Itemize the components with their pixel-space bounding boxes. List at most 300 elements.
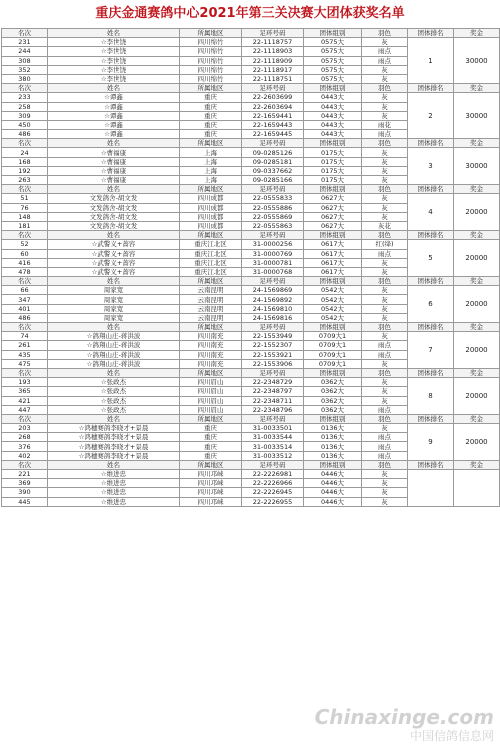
- table-cell: 灰: [362, 424, 408, 433]
- table-row: [2, 332, 500, 341]
- table-cell: 灰: [362, 194, 408, 203]
- column-header: 团体排名: [408, 368, 454, 377]
- table-cell: 365: [2, 387, 48, 396]
- table-cell: 雨点: [362, 47, 408, 56]
- table-cell: 22-1553921: [242, 350, 304, 359]
- table-cell: 258: [2, 102, 48, 111]
- table-cell: 周家宽: [48, 304, 180, 313]
- table-row: [2, 93, 500, 102]
- table-cell: 雨点: [362, 350, 408, 359]
- table-cell: 灰: [362, 74, 408, 83]
- table-cell: 24-1569810: [242, 304, 304, 313]
- table-cell: 31-0033512: [242, 451, 304, 460]
- table-cell: ☆武警义+蔷容: [48, 267, 180, 276]
- prize-cell: 30000: [454, 148, 500, 185]
- table-cell: 203: [2, 424, 48, 433]
- table-row: [2, 194, 500, 203]
- table-cell: 灰: [362, 295, 408, 304]
- table-cell: 四川南充: [180, 332, 242, 341]
- table-cell: ☆鸿穗赛鸽李晓才+景晨: [48, 433, 180, 442]
- column-header: 姓名: [48, 414, 180, 423]
- table-cell: 灰: [362, 258, 408, 267]
- column-header: 团体排名: [408, 231, 454, 240]
- column-header: 姓名: [48, 323, 180, 332]
- table-cell: 文发鸽舍-胡文发: [48, 221, 180, 230]
- table-cell: ☆曹福康: [48, 148, 180, 157]
- table-cell: 22-2603699: [242, 93, 304, 102]
- table-cell: 31-0033501: [242, 424, 304, 433]
- table-cell: 灰: [362, 267, 408, 276]
- table-cell: 灰: [362, 212, 408, 221]
- column-header: 团体排名: [408, 323, 454, 332]
- table-cell: 四川成都: [180, 194, 242, 203]
- table-cell: 四川绵竹: [180, 47, 242, 56]
- table-cell: 22-1552307: [242, 341, 304, 350]
- table-cell: 478: [2, 267, 48, 276]
- prize-cell: 20000: [454, 194, 500, 231]
- table-cell: 401: [2, 304, 48, 313]
- table-cell: 文发鸽舍-胡文发: [48, 203, 180, 212]
- table-cell: 0709大1: [304, 350, 362, 359]
- table-cell: 四川眉山: [180, 405, 242, 414]
- table-cell: ☆维进忠: [48, 479, 180, 488]
- table-cell: 31-0033544: [242, 433, 304, 442]
- table-cell: 灰: [362, 93, 408, 102]
- column-header: 名次: [2, 368, 48, 377]
- table-row: [2, 286, 500, 295]
- table-cell: ☆谭鑫: [48, 111, 180, 120]
- table-cell: 灰: [362, 470, 408, 479]
- column-header: 团体组别: [304, 277, 362, 286]
- team-rank-cell: 6: [408, 286, 454, 323]
- table-cell: 31-0000256: [242, 240, 304, 249]
- column-header: 团体组别: [304, 139, 362, 148]
- table-cell: 51: [2, 194, 48, 203]
- table-cell: 168: [2, 157, 48, 166]
- table-cell: 四川邛崃: [180, 479, 242, 488]
- table-cell: 352: [2, 65, 48, 74]
- table-cell: 263: [2, 176, 48, 185]
- table-cell: 0709大1: [304, 332, 362, 341]
- table-cell: 22-2348729: [242, 378, 304, 387]
- table-cell: 09-0337662: [242, 166, 304, 175]
- table-cell: 灰: [362, 488, 408, 497]
- table-cell: 上海: [180, 157, 242, 166]
- table-cell: 09-0285181: [242, 157, 304, 166]
- table-cell: 重庆: [180, 130, 242, 139]
- table-cell: 0542大: [304, 295, 362, 304]
- column-header: 足环号码: [242, 29, 304, 38]
- table-row: [2, 38, 500, 47]
- table-cell: 52: [2, 240, 48, 249]
- prize-cell: 30000: [454, 38, 500, 84]
- column-header: 羽色: [362, 414, 408, 423]
- prize-cell: 30000: [454, 93, 500, 139]
- table-cell: 雨点: [362, 405, 408, 414]
- table-cell: 雨点: [362, 130, 408, 139]
- table-cell: 云南昆明: [180, 286, 242, 295]
- column-header: 足环号码: [242, 231, 304, 240]
- table-cell: 309: [2, 111, 48, 120]
- table-cell: ☆谭鑫: [48, 102, 180, 111]
- table-cell: 76: [2, 203, 48, 212]
- column-header: 团体组别: [304, 29, 362, 38]
- table-cell: 灰: [362, 359, 408, 368]
- table-cell: 雨点: [362, 249, 408, 258]
- table-cell: 376: [2, 442, 48, 451]
- group-header-row: [2, 323, 500, 332]
- table-cell: 0443大: [304, 120, 362, 129]
- table-cell: 灰花: [362, 221, 408, 230]
- table-cell: ☆张政杰: [48, 387, 180, 396]
- table-cell: 31-0033514: [242, 442, 304, 451]
- table-cell: 雨点: [362, 341, 408, 350]
- table-cell: ☆张政杰: [48, 405, 180, 414]
- table-cell: 云南昆明: [180, 295, 242, 304]
- table-cell: 0575大: [304, 74, 362, 83]
- table-cell: 周家宽: [48, 295, 180, 304]
- table-cell: 灰: [362, 387, 408, 396]
- table-cell: 22-2226945: [242, 488, 304, 497]
- table-cell: 重庆: [180, 451, 242, 460]
- table-cell: 灰: [362, 166, 408, 175]
- column-header: 团体排名: [408, 139, 454, 148]
- table-cell: 0443大: [304, 102, 362, 111]
- table-cell: 31-0000769: [242, 249, 304, 258]
- column-header: 足环号码: [242, 277, 304, 286]
- award-table: [1, 28, 500, 507]
- table-cell: 灰: [362, 479, 408, 488]
- table-cell: 0627大: [304, 221, 362, 230]
- table-cell: 268: [2, 433, 48, 442]
- table-cell: 0617大: [304, 249, 362, 258]
- column-header: 羽色: [362, 231, 408, 240]
- group-header-row: [2, 414, 500, 423]
- table-cell: ☆李世饶: [48, 74, 180, 83]
- table-cell: 四川眉山: [180, 396, 242, 405]
- table-cell: ☆曹福康: [48, 166, 180, 175]
- table-cell: 重庆: [180, 93, 242, 102]
- column-header: 名次: [2, 29, 48, 38]
- table-cell: 22-1659445: [242, 130, 304, 139]
- table-cell: 0542大: [304, 304, 362, 313]
- column-header: 足环号码: [242, 139, 304, 148]
- table-cell: 0362大: [304, 396, 362, 405]
- table-cell: 0542大: [304, 313, 362, 322]
- table-cell: 上海: [180, 166, 242, 175]
- table-cell: ☆李世饶: [48, 47, 180, 56]
- column-header: 足环号码: [242, 460, 304, 469]
- column-header: 名次: [2, 414, 48, 423]
- group-header-row: [2, 29, 500, 38]
- table-cell: 24-1569869: [242, 286, 304, 295]
- table-cell: 四川绵竹: [180, 74, 242, 83]
- table-cell: 文发鸽舍-胡文发: [48, 212, 180, 221]
- table-cell: 0136大: [304, 433, 362, 442]
- table-cell: 雨点: [362, 451, 408, 460]
- group-header-row: [2, 231, 500, 240]
- table-cell: 0617大: [304, 240, 362, 249]
- column-header: 所属地区: [180, 368, 242, 377]
- table-cell: 22-1659441: [242, 111, 304, 120]
- column-header: 足环号码: [242, 323, 304, 332]
- table-cell: 四川眉山: [180, 378, 242, 387]
- table-cell: 0627大: [304, 203, 362, 212]
- table-cell: 周家宽: [48, 313, 180, 322]
- table-cell: 雨花: [362, 120, 408, 129]
- column-header: 团体组别: [304, 231, 362, 240]
- table-cell: 369: [2, 479, 48, 488]
- table-cell: 60: [2, 249, 48, 258]
- table-cell: 灰: [362, 203, 408, 212]
- column-header: 姓名: [48, 277, 180, 286]
- prize-cell: [454, 470, 500, 507]
- table-cell: 233: [2, 93, 48, 102]
- table-cell: 308: [2, 56, 48, 65]
- watermark-subtext: 中国信鸽信息网: [409, 729, 494, 743]
- table-cell: 421: [2, 396, 48, 405]
- column-header: 姓名: [48, 368, 180, 377]
- table-cell: 重庆: [180, 433, 242, 442]
- table-cell: ☆鸽翔山庄-蒋洪波: [48, 332, 180, 341]
- table-row: [2, 470, 500, 479]
- table-cell: 181: [2, 221, 48, 230]
- column-header: 团体排名: [408, 84, 454, 93]
- prize-cell: 20000: [454, 240, 500, 277]
- table-row: [2, 424, 500, 433]
- award-table-body: [2, 29, 500, 507]
- column-header: 奖金: [454, 139, 500, 148]
- table-cell: 0136大: [304, 424, 362, 433]
- column-header: 羽色: [362, 323, 408, 332]
- table-cell: 0362大: [304, 405, 362, 414]
- table-cell: 灰: [362, 176, 408, 185]
- table-cell: 22-1118903: [242, 47, 304, 56]
- column-header: 名次: [2, 84, 48, 93]
- table-cell: ☆武警义+蔷容: [48, 258, 180, 267]
- table-cell: 22-1118909: [242, 56, 304, 65]
- table-cell: ☆谭鑫: [48, 130, 180, 139]
- table-cell: 0362大: [304, 387, 362, 396]
- table-cell: 380: [2, 74, 48, 83]
- team-rank-cell: 2: [408, 93, 454, 139]
- table-cell: 390: [2, 488, 48, 497]
- table-cell: 雨点: [362, 433, 408, 442]
- table-cell: 重庆: [180, 424, 242, 433]
- table-cell: 红(绛): [362, 240, 408, 249]
- group-header-row: [2, 84, 500, 93]
- table-cell: 447: [2, 405, 48, 414]
- table-cell: 云南昆明: [180, 304, 242, 313]
- table-cell: 云南昆明: [180, 313, 242, 322]
- column-header: 团体排名: [408, 29, 454, 38]
- table-cell: 0175大: [304, 148, 362, 157]
- table-cell: 0175大: [304, 166, 362, 175]
- table-cell: 重庆江北区: [180, 240, 242, 249]
- table-cell: 22-2226966: [242, 479, 304, 488]
- table-cell: 0446大: [304, 497, 362, 506]
- table-cell: 416: [2, 258, 48, 267]
- table-cell: 四川南充: [180, 341, 242, 350]
- column-header: 足环号码: [242, 185, 304, 194]
- table-cell: 灰: [362, 286, 408, 295]
- column-header: 羽色: [362, 368, 408, 377]
- column-header: 名次: [2, 460, 48, 469]
- table-cell: 0575大: [304, 56, 362, 65]
- table-cell: 0627大: [304, 194, 362, 203]
- prize-cell: 20000: [454, 424, 500, 461]
- team-rank-cell: 4: [408, 194, 454, 231]
- group-header-row: [2, 368, 500, 377]
- table-cell: 重庆江北区: [180, 267, 242, 276]
- table-cell: 74: [2, 332, 48, 341]
- table-cell: 灰: [362, 378, 408, 387]
- column-header: 团体排名: [408, 460, 454, 469]
- table-cell: 09-0285126: [242, 148, 304, 157]
- table-cell: ☆张政杰: [48, 378, 180, 387]
- table-cell: 09-0285166: [242, 176, 304, 185]
- column-header: 奖金: [454, 84, 500, 93]
- column-header: 名次: [2, 231, 48, 240]
- table-cell: 0362大: [304, 378, 362, 387]
- team-rank-cell: 9: [408, 424, 454, 461]
- table-cell: 66: [2, 286, 48, 295]
- column-header: 团体排名: [408, 185, 454, 194]
- column-header: 团体组别: [304, 368, 362, 377]
- table-cell: ☆鸿穗赛鸽李晓才+景晨: [48, 424, 180, 433]
- team-rank-cell: 5: [408, 240, 454, 277]
- watermark-logo: [315, 705, 494, 744]
- table-cell: 雨点: [362, 442, 408, 451]
- table-cell: 261: [2, 341, 48, 350]
- table-cell: 0617大: [304, 267, 362, 276]
- table-cell: ☆维进忠: [48, 488, 180, 497]
- table-cell: 22-2603694: [242, 102, 304, 111]
- table-cell: 重庆: [180, 120, 242, 129]
- table-cell: 22-1118757: [242, 38, 304, 47]
- table-cell: 周家宽: [48, 286, 180, 295]
- table-cell: 灰: [362, 38, 408, 47]
- column-header: 团体组别: [304, 323, 362, 332]
- table-cell: 0446大: [304, 479, 362, 488]
- table-cell: ☆鸿穗赛鸽李晓才+景晨: [48, 442, 180, 451]
- table-cell: 486: [2, 313, 48, 322]
- table-cell: 24-1569892: [242, 295, 304, 304]
- table-cell: 灰: [362, 332, 408, 341]
- table-cell: 0175大: [304, 157, 362, 166]
- table-cell: 24: [2, 148, 48, 157]
- group-header-row: [2, 185, 500, 194]
- table-cell: 0575大: [304, 65, 362, 74]
- group-header-row: [2, 139, 500, 148]
- table-cell: 0443大: [304, 130, 362, 139]
- table-cell: 22-2226955: [242, 497, 304, 506]
- table-cell: 0443大: [304, 111, 362, 120]
- group-header-row: [2, 277, 500, 286]
- column-header: 羽色: [362, 29, 408, 38]
- table-cell: ☆谭鑫: [48, 93, 180, 102]
- table-cell: 0175大: [304, 176, 362, 185]
- table-cell: 445: [2, 497, 48, 506]
- table-cell: 0575大: [304, 47, 362, 56]
- table-cell: ☆曹福康: [48, 157, 180, 166]
- table-cell: 347: [2, 295, 48, 304]
- column-header: 所属地区: [180, 29, 242, 38]
- table-cell: 灰: [362, 396, 408, 405]
- table-cell: 0617大: [304, 258, 362, 267]
- table-row: [2, 148, 500, 157]
- column-header: 团体组别: [304, 414, 362, 423]
- table-cell: 0542大: [304, 286, 362, 295]
- table-cell: 灰: [362, 313, 408, 322]
- column-header: 奖金: [454, 414, 500, 423]
- column-header: 所属地区: [180, 139, 242, 148]
- table-cell: 四川绵竹: [180, 38, 242, 47]
- table-cell: 0136大: [304, 442, 362, 451]
- table-cell: 重庆: [180, 111, 242, 120]
- column-header: 羽色: [362, 139, 408, 148]
- table-cell: 重庆江北区: [180, 258, 242, 267]
- table-cell: 文发鸽舍-胡文发: [48, 194, 180, 203]
- table-cell: 重庆江北区: [180, 249, 242, 258]
- table-cell: 四川成都: [180, 221, 242, 230]
- table-cell: 22-0555833: [242, 194, 304, 203]
- table-cell: 22-1118917: [242, 65, 304, 74]
- column-header: 团体排名: [408, 414, 454, 423]
- table-cell: 雨点: [362, 56, 408, 65]
- column-header: 所属地区: [180, 277, 242, 286]
- table-cell: 四川邛崃: [180, 497, 242, 506]
- table-cell: 402: [2, 451, 48, 460]
- column-header: 团体排名: [408, 277, 454, 286]
- table-row: [2, 240, 500, 249]
- watermark-text: Chinaxinge.com: [314, 705, 494, 729]
- table-cell: 四川邛崃: [180, 470, 242, 479]
- column-header: 名次: [2, 185, 48, 194]
- column-header: 姓名: [48, 29, 180, 38]
- table-cell: ☆鸽翔山庄-蒋洪波: [48, 341, 180, 350]
- table-cell: 22-1118751: [242, 74, 304, 83]
- column-header: 奖金: [454, 460, 500, 469]
- table-cell: 31-0000781: [242, 258, 304, 267]
- table-cell: 灰: [362, 497, 408, 506]
- table-cell: 22-1553949: [242, 332, 304, 341]
- table-cell: 四川绵竹: [180, 56, 242, 65]
- prize-cell: 20000: [454, 286, 500, 323]
- column-header: 名次: [2, 323, 48, 332]
- team-rank-cell: 7: [408, 332, 454, 369]
- table-cell: 475: [2, 359, 48, 368]
- column-header: 足环号码: [242, 414, 304, 423]
- column-header: 奖金: [454, 185, 500, 194]
- table-cell: 重庆: [180, 442, 242, 451]
- column-header: 姓名: [48, 139, 180, 148]
- column-header: 奖金: [454, 231, 500, 240]
- table-cell: 244: [2, 47, 48, 56]
- table-cell: 四川绵竹: [180, 65, 242, 74]
- table-cell: 486: [2, 130, 48, 139]
- table-cell: 灰: [362, 65, 408, 74]
- table-cell: 0575大: [304, 38, 362, 47]
- table-cell: 22-1553906: [242, 359, 304, 368]
- table-cell: ☆鸽翔山庄-蒋洪波: [48, 359, 180, 368]
- table-cell: ☆张政杰: [48, 396, 180, 405]
- column-header: 所属地区: [180, 414, 242, 423]
- table-cell: 148: [2, 212, 48, 221]
- table-cell: 0709大1: [304, 341, 362, 350]
- column-header: 所属地区: [180, 185, 242, 194]
- column-header: 姓名: [48, 231, 180, 240]
